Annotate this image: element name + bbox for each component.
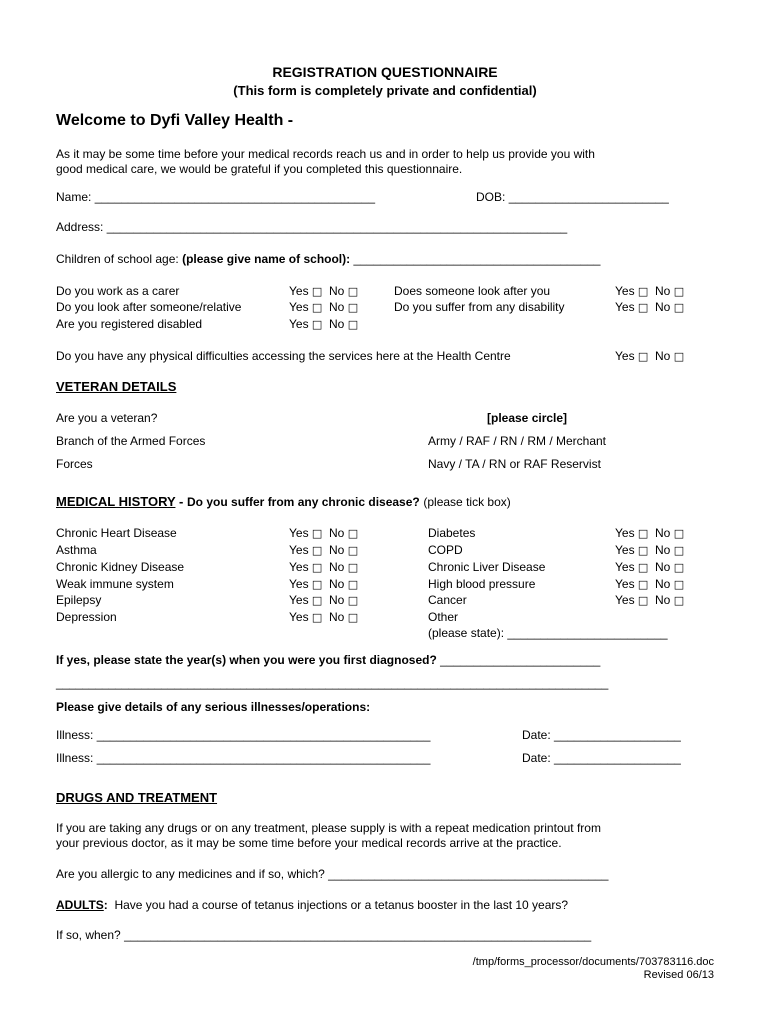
yes-no-disease-left-2[interactable] [289, 560, 358, 574]
drugs-text-line-1: If you are taking any drugs or on any treatment, please supply is with a repeat medication printout from [56, 821, 601, 835]
date-label: Date: [522, 728, 551, 742]
no-label: No [655, 593, 671, 607]
yes-label: Yes [615, 577, 635, 591]
yes-no-disease-right-4[interactable] [615, 593, 684, 607]
no-checkbox[interactable]: □ [673, 527, 685, 540]
no-label: No [329, 543, 345, 557]
yes-label: Yes [615, 349, 635, 363]
veteran-circle-note: [please circle] [487, 411, 568, 425]
diagnosed-field[interactable] [56, 653, 600, 667]
no-checkbox[interactable]: □ [347, 301, 359, 314]
yes-label: Yes [615, 526, 635, 540]
allergy-field[interactable] [56, 867, 608, 881]
name-line[interactable]: __________________________________________ [94, 190, 375, 204]
access-question: Do you have any physical difficulties accessing the services here at the Health Centre [56, 349, 511, 363]
disease-right-1: COPD [428, 543, 463, 557]
yes-checkbox[interactable]: □ [637, 561, 649, 574]
disease-right-4: Cancer [428, 593, 467, 607]
forces-label: Forces [56, 457, 93, 471]
allergy-question: Are you allergic to any medicines and if so, which? [56, 867, 325, 881]
no-checkbox[interactable]: □ [673, 544, 685, 557]
yes-checkbox[interactable]: □ [637, 301, 649, 314]
no-label: No [329, 593, 345, 607]
yes-checkbox[interactable]: □ [311, 561, 323, 574]
no-checkbox[interactable]: □ [673, 594, 685, 607]
tetanus-row [56, 898, 568, 912]
no-checkbox[interactable]: □ [347, 611, 359, 624]
intro-line-2: good medical care, we would be grateful if you completed this questionnaire. [56, 162, 463, 176]
disease-right-2: Chronic Liver Disease [428, 560, 546, 574]
if-so-field[interactable] [56, 928, 591, 942]
care-question-right-0: Does someone look after you [394, 284, 551, 298]
yes-no-disease-left-4[interactable] [289, 593, 358, 607]
yes-label: Yes [289, 300, 309, 314]
yes-no-care-right-0[interactable] [615, 284, 684, 298]
no-checkbox[interactable]: □ [673, 578, 685, 591]
yes-label: Yes [615, 593, 635, 607]
yes-label: Yes [289, 593, 309, 607]
illness-date-field-1[interactable] [522, 728, 681, 742]
no-label: No [329, 577, 345, 591]
no-checkbox[interactable]: □ [347, 578, 359, 591]
yes-label: Yes [289, 284, 309, 298]
medical-question-note: (please tick box) [423, 495, 511, 509]
illness-field-2[interactable] [56, 751, 430, 765]
yes-checkbox[interactable]: □ [637, 285, 649, 298]
no-checkbox[interactable]: □ [347, 594, 359, 607]
care-question-2: Are you registered disabled [56, 317, 203, 331]
disease-other: Other [428, 610, 459, 624]
dob-field[interactable] [476, 190, 669, 204]
care-question-0: Do you work as a carer [56, 284, 180, 298]
disease-left-5: Depression [56, 610, 117, 624]
if-so-line[interactable]: ______________________________________________________________________ [124, 928, 592, 942]
yes-checkbox[interactable]: □ [311, 285, 323, 298]
address-label: Address: [56, 220, 104, 234]
yes-no-disease-right-3[interactable] [615, 577, 684, 591]
yes-checkbox[interactable]: □ [311, 301, 323, 314]
tetanus-question: Have you had a course of tetanus injections or a tetanus booster in the last 10 years? [114, 898, 569, 912]
yes-label: Yes [289, 543, 309, 557]
date-label: Date: [522, 751, 551, 765]
yes-checkbox[interactable]: □ [311, 544, 323, 557]
no-checkbox[interactable]: □ [673, 301, 685, 314]
intro-line-1: As it may be some time before your medical records reach us and in order to help us provide you with [56, 147, 595, 161]
yes-label: Yes [615, 300, 635, 314]
footer-path: /tmp/forms_processor/documents/703783116.doc [472, 956, 714, 968]
name-label: Name: [56, 190, 92, 204]
yes-checkbox[interactable]: □ [311, 318, 323, 331]
diagnosed-question: If yes, please state the year(s) when you were you first diagnosed? [56, 653, 437, 667]
yes-label: Yes [615, 560, 635, 574]
dob-label: DOB: [476, 190, 506, 204]
no-label: No [655, 526, 671, 540]
yes-checkbox[interactable]: □ [637, 594, 649, 607]
medical-heading-row [56, 494, 511, 509]
care-question-right-1: Do you suffer from any disability [394, 300, 565, 314]
yes-checkbox[interactable]: □ [311, 594, 323, 607]
yes-label: Yes [289, 560, 309, 574]
no-label: No [655, 543, 671, 557]
medical-heading: MEDICAL HISTORY [56, 494, 176, 509]
children-line[interactable]: _____________________________________ [353, 252, 601, 266]
branch-label: Branch of the Armed Forces [56, 434, 206, 448]
yes-checkbox[interactable]: □ [311, 578, 323, 591]
dob-line[interactable]: ________________________ [508, 190, 669, 204]
yes-checkbox[interactable]: □ [637, 527, 649, 540]
address-line[interactable]: _____________________________________________________________________ [106, 220, 568, 234]
illness-line[interactable]: __________________________________________________ [96, 728, 431, 742]
yes-checkbox[interactable]: □ [311, 527, 323, 540]
forces-options[interactable]: Navy / TA / RN or RAF Reservist [428, 457, 601, 471]
children-note: (please give name of school): [182, 252, 351, 266]
no-checkbox[interactable]: □ [347, 285, 359, 298]
yes-no-access[interactable] [615, 349, 684, 363]
no-label: No [655, 349, 671, 363]
disease-left-4: Epilepsy [56, 593, 102, 607]
no-label: No [329, 284, 345, 298]
no-checkbox[interactable]: □ [347, 527, 359, 540]
no-label: No [655, 577, 671, 591]
yes-no-disease-left-0[interactable] [289, 526, 358, 540]
illness-line[interactable]: __________________________________________________ [96, 751, 431, 765]
no-checkbox[interactable]: □ [673, 561, 685, 574]
diagnosed-line[interactable]: ________________________ [440, 653, 601, 667]
no-checkbox[interactable]: □ [347, 544, 359, 557]
drugs-text-line-2: your previous doctor, as it may be some time before your medical records arrive at the practice. [56, 836, 562, 850]
adults-colon: : [103, 898, 108, 912]
yes-no-disease-left-5[interactable] [289, 610, 358, 624]
date-line[interactable]: ___________________ [554, 728, 681, 742]
yes-checkbox[interactable]: □ [637, 350, 649, 363]
yes-no-disease-right-2[interactable] [615, 560, 684, 574]
veteran-question: Are you a veteran? [56, 411, 158, 425]
form-subtitle: (This form is completely private and confidential) [233, 83, 537, 98]
illness-field-1[interactable] [56, 728, 430, 742]
yes-no-care-0[interactable] [289, 284, 358, 298]
yes-label: Yes [289, 526, 309, 540]
no-label: No [329, 317, 345, 331]
address-field[interactable] [56, 220, 567, 234]
no-checkbox[interactable]: □ [347, 318, 359, 331]
yes-checkbox[interactable]: □ [637, 578, 649, 591]
no-label: No [329, 610, 345, 624]
disease-left-3: Weak immune system [56, 577, 174, 591]
form-title: REGISTRATION QUESTIONNAIRE [272, 64, 498, 80]
adults-label: ADULTS [56, 898, 104, 912]
welcome-heading: Welcome to Dyfi Valley Health - [56, 112, 294, 129]
drugs-heading: DRUGS AND TREATMENT [56, 790, 218, 805]
yes-no-disease-left-1[interactable] [289, 543, 358, 557]
no-label: No [655, 284, 671, 298]
disease-other-state[interactable]: (please state): ________________________ [428, 626, 668, 640]
yes-label: Yes [615, 543, 635, 557]
no-label: No [655, 300, 671, 314]
yes-no-care-2[interactable] [289, 317, 358, 331]
illnesses-heading: Please give details of any serious illnesses/operations: [56, 700, 371, 714]
disease-left-1: Asthma [56, 543, 97, 557]
yes-checkbox[interactable]: □ [311, 611, 323, 624]
yes-no-disease-right-0[interactable] [615, 526, 684, 540]
date-line[interactable]: ___________________ [554, 751, 681, 765]
illness-label: Illness: [56, 751, 94, 765]
disease-right-3: High blood pressure [428, 577, 536, 591]
branch-options[interactable]: Army / RAF / RN / RM / Merchant [428, 434, 607, 448]
footer-revised: Revised 06/13 [643, 969, 714, 981]
illness-label: Illness: [56, 728, 94, 742]
yes-label: Yes [289, 577, 309, 591]
no-label: No [655, 560, 671, 574]
illness-date-field-2[interactable] [522, 751, 681, 765]
no-label: No [329, 300, 345, 314]
no-label: No [329, 526, 345, 540]
disease-right-0: Diabetes [428, 526, 476, 540]
medical-question: Do you suffer from any chronic disease? [187, 495, 420, 509]
children-label: Children of school age: [56, 252, 179, 266]
veteran-heading: VETERAN DETAILS [56, 379, 177, 394]
care-question-1: Do you look after someone/relative [56, 300, 242, 314]
disease-left-0: Chronic Heart Disease [56, 526, 177, 540]
yes-label: Yes [289, 317, 309, 331]
allergy-line[interactable]: __________________________________________ [328, 867, 609, 881]
name-field[interactable] [56, 190, 375, 204]
no-label: No [329, 560, 345, 574]
diagnosed-extra-line[interactable]: ____________________________________________________________________________________ [56, 676, 609, 690]
yes-checkbox[interactable]: □ [637, 544, 649, 557]
medical-heading-dash: - [175, 494, 184, 509]
if-so-label: If so, when? [56, 928, 121, 942]
yes-no-care-1[interactable] [289, 300, 358, 314]
yes-no-disease-right-1[interactable] [615, 543, 684, 557]
no-checkbox[interactable]: □ [673, 350, 685, 363]
no-checkbox[interactable]: □ [673, 285, 685, 298]
no-checkbox[interactable]: □ [347, 561, 359, 574]
yes-label: Yes [289, 610, 309, 624]
disease-left-2: Chronic Kidney Disease [56, 560, 185, 574]
yes-label: Yes [615, 284, 635, 298]
yes-no-care-right-1[interactable] [615, 300, 684, 314]
yes-no-disease-left-3[interactable] [289, 577, 358, 591]
children-field[interactable] [56, 252, 600, 266]
